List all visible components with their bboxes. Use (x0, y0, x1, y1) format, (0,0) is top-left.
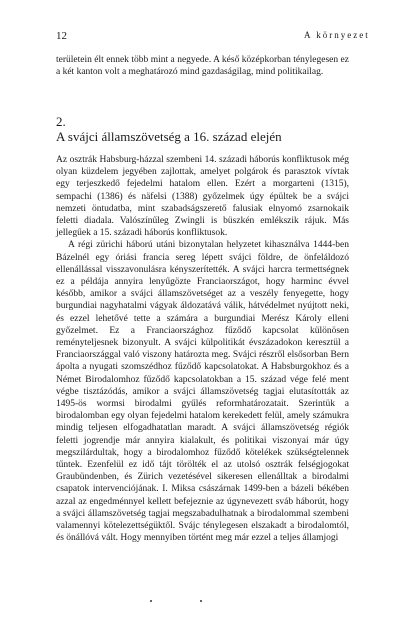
paragraph-1: Az osztrák Habsburg-házzal szembeni 14. századi háborús konfliktusok még olyan küzdelem jegyében zajlottak, amelyet polgárok és parasztok vívtak egy terjeszkedő fejedelmi hatalom ellen. Ezért a morgarteni (1315), sempachi (1386) és näfelsi (1388) győzelmek úgy épültek be a svájci nemzeti öntudatba, mint szabadságszerető falusiak elnyomó zsarnokaik feletti diadala. Valószínűleg Zwingli is büszkén emlékszik rájuk. Más jellegűek a 15. századi háborús konfliktusok. (56, 155, 349, 239)
intro-paragraph: területein élt ennek több mint a negyede. A késő középkorban ténylegesen ez a két kanton volt a meghatározó mind gazdaságilag, mind politikailag. (56, 55, 349, 78)
running-title: A környezet (304, 30, 370, 40)
scan-mark (150, 600, 152, 602)
page-number: 12 (56, 30, 67, 42)
section-title: A svájci államszövetség a 16. század elején (56, 129, 282, 144)
scan-mark (200, 600, 202, 602)
section-number: 2. (56, 114, 66, 129)
paragraph-2: A régi zürichi háború utáni bizonytalan helyzetet kihasználva 1444-ben Bázelnél egy óriási francia sereg lépett svájci földre, de önfeláldozó ellenállással visszavonulásra kényszerítették. A svájci harcra termettségnek ez a példája annyira lenyűgözte Franciaországot, hogy harminc évvel később, amikor a svájci államszövetséget az a veszély fenyegette, hogy burgundiai nagyhatalmi vágyak áldozatává válik, hátvédelmet nyújtott neki, és ezzel lehetővé tette a számára a burgundiai Merész Károly elleni győzelmet. Ez a Franciaországhoz fűződő kapcsolat különösen reményteljesnek bizonyult. A svájci külpolitikát évszázadokon keresztül a Franciaországgal való viszony határozta meg. Svájci részről elsősorban Bern ápolta a nyugati szomszédhoz fűződő kapcsolatokat. A Habsburgokhoz és a Német Birodalomhoz fűződő kapcsolatokban a 15. század vége felé ment végbe tisztázódás, amikor a svájci államszövetség tagjai elutasították az 1495-ös wormsi birodalmi gyűlés reformhatározatait. Szerintük a birodalomban egy olyan fejedelmi hatalom kerekedett felül, amely számukra mindig teljesen elfogadhatatlan maradt. A svájci államszövetség régiók feletti jogrendje már annyira kialakult, és politikai viszonyai már úgy megszilárdultak, hogy a birodalomhoz fűződő kötelékek szükségtelennek tűntek. Ezenfelül ez idő tájt törölték el az utolsó osztrák felségjogokat Graubündenben, és Zürich vezetésével sikeresen ellenálltak a birodalmi csapatok intervenciójának. I. Miksa császárnak 1499-ben a bázeli békében azzal az engedménnyel kellett befejeznie az úgynevezett sváb háborút, hogy a svájci államszövetség tagjai megszabadulhatnak a birodalommal szembeni valamennyi kötelezettségüktől. Svájc ténylegesen elszakadt a birodalomtól, és önállóvá vált. Hogy mennyiben történt meg már ezzel a teljes államjogi (56, 240, 349, 544)
section-body (56, 154, 349, 545)
